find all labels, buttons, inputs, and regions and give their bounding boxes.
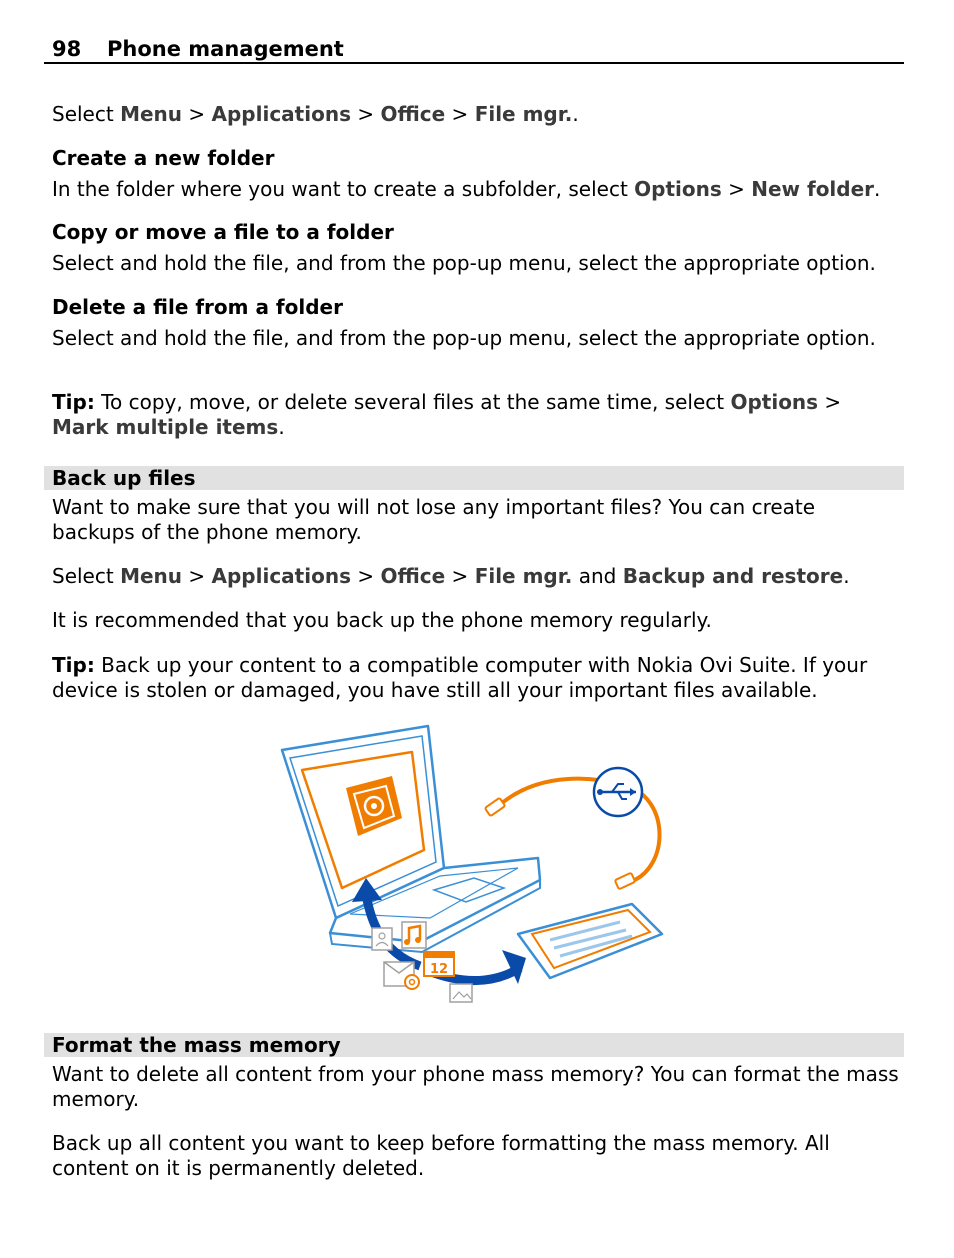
tip-multiple-items: Tip: To copy, move, or delete several files at the same time, select Options > Mark multiple items.: [52, 390, 842, 439]
chapter-title: Phone management: [107, 37, 344, 61]
delete-file-text: Select and hold the file, and from the pop-up menu, select the appropriate option.: [52, 326, 876, 350]
menu-term: Menu: [120, 564, 183, 588]
tip-ovi-suite: Tip: Back up your content to a compatible computer with Nokia Ovi Suite. If your device is stolen or damaged, you have still all your important files available.: [52, 653, 868, 702]
office-term: Office: [380, 102, 446, 126]
menu-term: Menu: [120, 102, 183, 126]
page-number: 98: [52, 37, 82, 61]
create-folder-heading: Create a new folder: [52, 146, 275, 170]
copy-move-text: Select and hold the file, and from the pop-up menu, select the appropriate option.: [52, 251, 876, 275]
applications-term: Applications: [211, 102, 351, 126]
mail-icon: [384, 962, 419, 989]
format-intro: Want to delete all content from your phone mass memory? You can format the mass memory.: [52, 1062, 899, 1111]
new-folder-term: New folder: [751, 177, 875, 201]
page-header: [44, 36, 904, 64]
mark-multiple-items-term: Mark multiple items: [52, 415, 279, 439]
format-warning: Back up all content you want to keep before formatting the mass memory. All content on it is permanently deleted.: [52, 1131, 830, 1180]
backup-recommendation: It is recommended that you back up the phone memory regularly.: [52, 608, 712, 632]
backup-nav-path: Select Menu > Applications > Office > File mgr. and Backup and restore.: [52, 564, 850, 588]
file-mgr-term: File mgr.: [474, 564, 573, 588]
calendar-day: 12: [429, 962, 449, 977]
delete-file-heading: Delete a file from a folder: [52, 295, 343, 319]
usb-icon: [594, 768, 642, 816]
options-term: Options: [634, 177, 722, 201]
phone-icon: [518, 904, 662, 978]
tip-label: Tip:: [52, 390, 95, 414]
applications-term: Applications: [211, 564, 351, 588]
laptop-icon: [282, 726, 540, 952]
tip-label: Tip:: [52, 653, 95, 677]
calendar-icon: [424, 952, 454, 977]
office-term: Office: [380, 564, 446, 588]
backup-intro: Want to make sure that you will not lose any important files? You can create backups of the phone memory.: [52, 495, 816, 544]
contact-icon: [372, 928, 392, 950]
copy-move-heading: Copy or move a file to a folder: [52, 220, 394, 244]
music-icon: [402, 922, 426, 948]
image-icon: [450, 984, 472, 1002]
backup-restore-term: Backup and restore: [622, 564, 844, 588]
backup-illustration: [270, 718, 670, 1010]
back-up-files-section-heading: Back up files: [44, 466, 904, 490]
format-mass-memory-section-heading: Format the mass memory: [44, 1033, 904, 1057]
options-term: Options: [730, 390, 819, 414]
nav-path-paragraph: Select Menu > Applications > Office > File mgr..: [52, 102, 579, 126]
file-mgr-term: File mgr.: [474, 102, 573, 126]
create-folder-text: In the folder where you want to create a subfolder, select Options > New folder.: [52, 177, 881, 201]
